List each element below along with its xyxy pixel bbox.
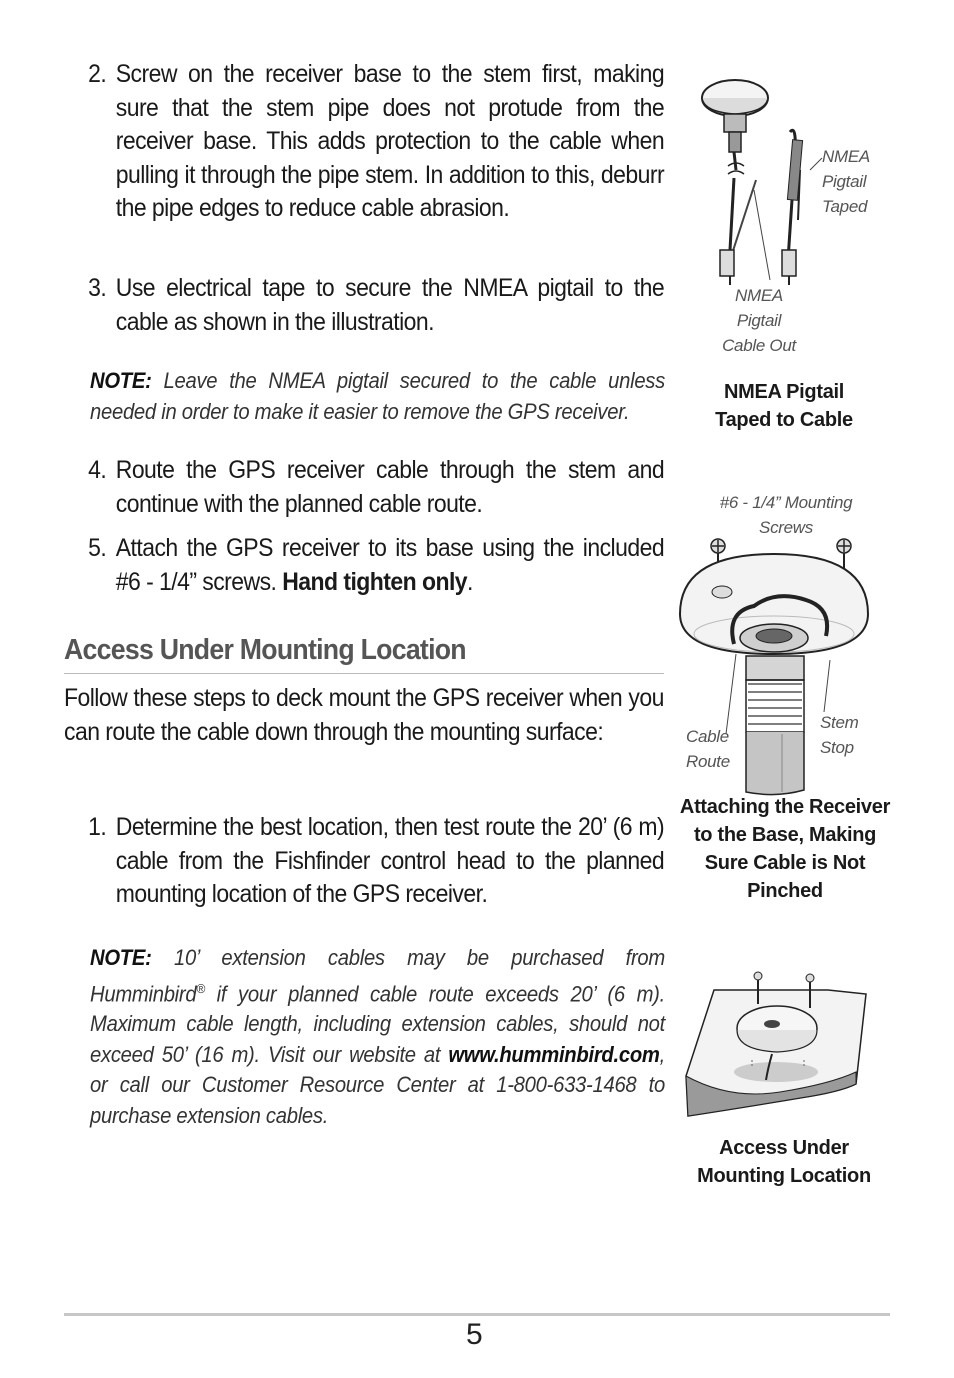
- caption-line: NMEA Pigtail: [723, 381, 845, 403]
- callout-stem-stop: [820, 710, 858, 760]
- step-text: Route the GPS receiver cable through the stem and continue with the planned cable route.: [115, 456, 665, 518]
- callout-line: Screws: [759, 518, 813, 537]
- note-text-end: , or call our Customer Resource Center at 1-800-633-1468 to purchase extension cables.: [90, 1041, 665, 1128]
- note-label: NOTE:: [90, 945, 152, 970]
- section-heading: Access Under Mounting Location: [64, 634, 466, 666]
- step-text: Use electrical tape to secure the NMEA pigtail to the cable as shown in the illustration.: [115, 274, 665, 336]
- callout-nmea-taped: [822, 144, 870, 219]
- step-text-bold: Hand tighten only: [282, 567, 468, 596]
- step-1: [88, 811, 665, 912]
- registered-mark: ®: [196, 980, 205, 996]
- note-text: Leave the NMEA pigtail secured to the cable unless needed in order to make it easier to remove the GPS receiver.: [90, 368, 666, 424]
- step-text-end: .: [467, 567, 473, 596]
- note-extension-cables: [90, 943, 665, 1131]
- callout-line: Pigtail: [736, 311, 782, 330]
- step-text: Determine the best location, then test route the 20’ (6 m) cable from the Fishfinder control head to the planned mounting location of the GPS receiver.: [115, 813, 665, 908]
- note-label: NOTE:: [90, 368, 152, 393]
- footer-divider: [64, 1313, 890, 1316]
- note-pigtail: [90, 366, 665, 427]
- caption-line: Mounting Location: [697, 1165, 871, 1187]
- note-text: 10’ extension cables may be purchased from Humminbird: [90, 945, 665, 1006]
- step-number: 4.: [88, 456, 107, 484]
- caption-nmea-pigtail: [694, 378, 874, 434]
- callout-cable-route: [686, 724, 730, 774]
- step-3: [88, 272, 665, 339]
- caption-line: Attaching the Receiver: [679, 796, 891, 818]
- section-intro: Follow these steps to deck mount the GPS receiver when you can route the cable down through the mounting surface:: [64, 684, 664, 746]
- step-text: Screw on the receiver base to the stem first, making sure that the stem pipe does not protude from the receiver base. This adds protection to the cable when pulling it through the pipe stem. In addition to this, deburr the pipe edges to reduce cable abrasion.: [115, 60, 665, 222]
- callout-nmea-out: [722, 283, 796, 358]
- section-divider: [64, 673, 664, 674]
- step-number: 3.: [88, 274, 107, 302]
- callout-line: #6 - 1/4” Mounting: [719, 493, 853, 512]
- website-link[interactable]: www.humminbird.com: [448, 1041, 660, 1067]
- callout-line: Stop: [820, 738, 854, 757]
- callout-line: Taped: [822, 197, 868, 216]
- step-5: [88, 532, 665, 599]
- step-text-plain: Attach the GPS receiver to its base using the included #6 - 1/4” screws.: [115, 534, 665, 596]
- page-number: 5: [466, 1318, 483, 1351]
- step-number: 1.: [88, 813, 107, 841]
- callout-line: Stem: [820, 713, 859, 732]
- caption-attaching-receiver: [676, 793, 894, 905]
- deck-mount-illustration: [680, 968, 870, 1120]
- caption-line: Access Under: [719, 1137, 849, 1159]
- step-4: [88, 454, 665, 521]
- note-text-middle: if your planned cable route exceeds 20’ (6 m). Maximum cable length, including extension cables, should not exceed 50’ (16 m). Visit our website at: [90, 980, 665, 1067]
- step-text: [90, 532, 664, 599]
- step-2: [88, 58, 665, 226]
- step-number: 2.: [88, 60, 107, 88]
- callout-mounting-screws: [706, 490, 866, 540]
- callout-line: Cable Out: [722, 336, 796, 355]
- callout-line: Cable: [686, 727, 729, 746]
- caption-line: Sure Cable is Not: [704, 852, 866, 874]
- callout-line: NMEA: [822, 147, 870, 166]
- caption-line: to the Base, Making: [693, 824, 877, 846]
- caption-line: Pinched: [747, 880, 823, 902]
- caption-line: Taped to Cable: [715, 409, 853, 431]
- callout-line: Route: [686, 752, 730, 771]
- callout-line: NMEA: [735, 286, 783, 305]
- caption-access-under: [684, 1134, 884, 1190]
- callout-line: Pigtail: [822, 172, 867, 191]
- step-number: 5.: [88, 534, 107, 562]
